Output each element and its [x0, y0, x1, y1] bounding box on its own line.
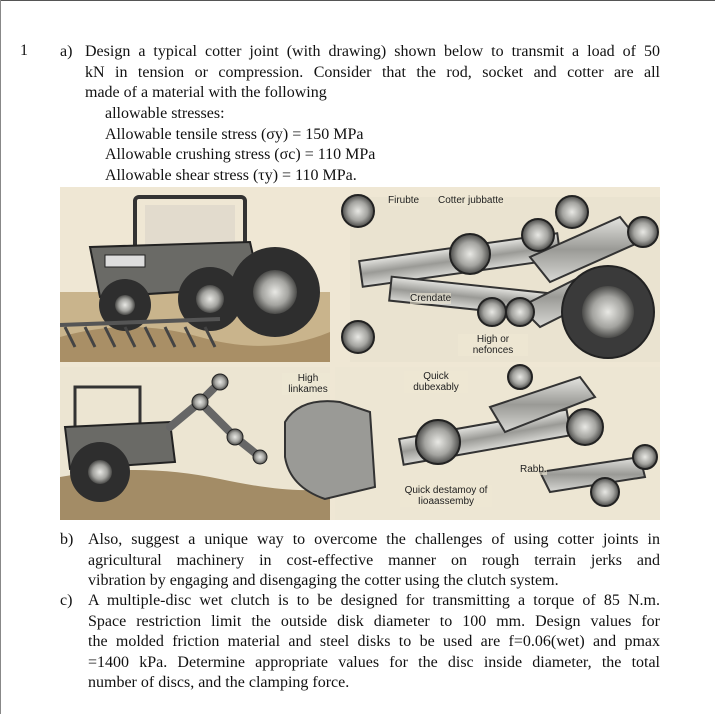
part-b-line: agricultural machinery in cost-effective manner on rough terrain jerks and — [88, 551, 660, 569]
figure-label-rabb: Rabb. — [520, 464, 547, 475]
allowable-stresses — [105, 104, 375, 186]
part-a-line: Design a typical cotter joint (with drawing) shown below to transmit a load of 50 — [85, 43, 660, 60]
figure-label-cotter: Cotter jubbatte — [438, 195, 504, 206]
page-top-border — [0, 0, 715, 1]
part-b-text — [88, 530, 660, 592]
page-left-border — [0, 0, 1, 714]
part-b-line: Also, suggest a unique way to overcome the challenges of using cotter joints in — [88, 531, 660, 548]
part-c-text — [88, 591, 660, 694]
figure-label-high-reinforces: High or nefonces — [458, 334, 528, 356]
stress-item: Allowable shear stress (τy) = 110 MPa. — [105, 166, 357, 184]
part-c-line: Space restriction limit the outside disk diameter to 100 mm. Design values for — [88, 612, 660, 630]
part-c-line: =1400 kPa. Determine appropriate values for the disc inside diameter, the total — [88, 653, 660, 671]
part-a-line: made of a material with the following — [85, 84, 327, 101]
part-a-text — [85, 42, 660, 104]
figure-label-top-left: Firubte — [388, 195, 420, 206]
figure-label-quick-dubexably: Quick dubexably — [404, 371, 468, 393]
part-a-line: kN in tension or compression. Consider that the rod, socket and cotter are all — [85, 63, 660, 81]
part-a-label: a) — [60, 43, 73, 60]
cotter-joint-illustration — [60, 187, 660, 520]
part-c-line: number of discs, and the clamping force. — [88, 674, 350, 691]
stress-item: Allowable tensile stress (σy) = 150 MPa — [105, 125, 364, 143]
part-c-line: the molded friction material and steel disks to be used are f=0.06(wet) and pmax — [88, 633, 660, 650]
figure-label-high-linkames: High linkames — [282, 373, 334, 395]
stress-heading: allowable stresses: — [105, 105, 225, 122]
illustration-drawing — [60, 187, 660, 520]
figure-label-crendate: Crendate — [410, 293, 452, 304]
stress-item: Allowable crushing stress (σc) = 110 MPa — [105, 146, 376, 163]
part-b-label: b) — [60, 531, 74, 548]
figure-label-quick-destamoy: Quick destamoy of Iioaassemby — [400, 485, 492, 507]
part-c-label: c) — [60, 592, 73, 609]
question-number: 1 — [20, 42, 28, 59]
part-b-line: vibration by engaging and disengaging the cotter using the clutch system. — [88, 572, 559, 589]
part-c-line: A multiple-disc wet clutch is to be designed for transmitting a torque of 85 N.m. — [88, 592, 660, 609]
tractor-illustration — [60, 197, 330, 362]
